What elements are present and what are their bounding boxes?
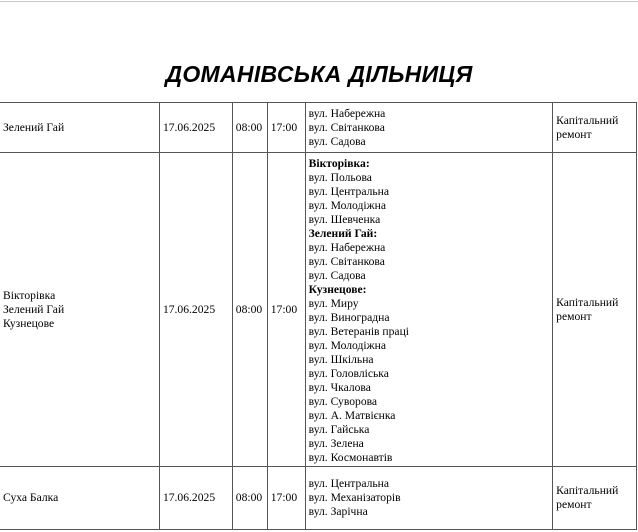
outage-schedule-table <box>0 102 637 530</box>
street-name: вул. А. Матвієнка <box>308 408 396 422</box>
street-name: вул. Молодіжна <box>308 338 386 352</box>
street-name: вул. Ветеранів праці <box>308 324 409 338</box>
table-body <box>0 103 637 530</box>
top-border-line <box>0 1 638 2</box>
work-type-cell <box>553 467 637 530</box>
settlement-name: Суха Балка <box>3 491 59 504</box>
street-name: вул. Садова <box>308 134 366 148</box>
settlement-name: Зелений Гай <box>3 302 65 316</box>
time-to-cell: 17:00 <box>267 467 305 530</box>
street-name: вул. Світанкова <box>308 254 385 268</box>
settlement-cell <box>0 467 159 530</box>
settlement-cell <box>0 103 159 153</box>
settlement-heading: Зелений Гай: <box>308 226 378 240</box>
street-name: вул. Шкільна <box>308 352 374 366</box>
date-cell: 17.06.2025 <box>159 467 232 530</box>
table-row <box>0 153 637 467</box>
time-from-cell: 08:00 <box>232 103 267 153</box>
street-name: вул. Виноградна <box>308 310 390 324</box>
work-type-text: Капітальний <box>556 113 619 127</box>
street-name: вул. Світанкова <box>308 120 385 134</box>
table-row <box>0 467 637 530</box>
street-name: вул. Космонавтів <box>308 450 393 464</box>
street-name: вул. Польова <box>308 170 372 184</box>
settlement-heading: Кузнецове: <box>308 282 367 296</box>
street-name: вул. Набережна <box>308 240 386 254</box>
street-name: вул. Шевченка <box>308 212 381 226</box>
date-cell: 17.06.2025 <box>159 103 232 153</box>
page-title: ДОМАНІВСЬКА ДІЛЬНИЦЯ <box>165 61 473 87</box>
street-name: вул. Головліська <box>308 366 389 380</box>
work-type-cell <box>553 103 637 153</box>
street-name: вул. Зарічна <box>308 505 368 518</box>
work-type-text: ремонт <box>556 309 592 323</box>
settlement-name: Зелений Гай <box>3 120 65 134</box>
time-from-cell: 08:00 <box>232 153 267 467</box>
street-name: вул. Чкалова <box>308 380 371 394</box>
settlement-name: Кузнецове <box>3 316 55 330</box>
street-name: вул. Садова <box>308 268 366 282</box>
street-name: вул. Механізаторів <box>308 491 401 504</box>
streets-cell <box>305 103 553 153</box>
streets-cell <box>305 153 553 467</box>
work-type-text: ремонт <box>556 498 592 511</box>
work-type-cell <box>553 153 637 467</box>
street-name: вул. Молодіжна <box>308 198 386 212</box>
table-row <box>0 103 637 153</box>
time-to-cell: 17:00 <box>267 103 305 153</box>
street-name: вул. Гайська <box>308 422 370 436</box>
street-name: вул. Набережна <box>308 106 386 120</box>
work-type-text: ремонт <box>556 127 592 141</box>
work-type-text: Капітальний <box>556 295 619 309</box>
settlement-cell <box>0 153 159 467</box>
time-from-cell: 08:00 <box>232 467 267 530</box>
work-type-text: Капітальний <box>556 484 619 497</box>
date-cell: 17.06.2025 <box>159 153 232 467</box>
streets-cell <box>305 467 553 530</box>
street-name: вул. Суворова <box>308 394 378 408</box>
street-name: вул. Центральна <box>308 184 389 198</box>
street-name: вул. Центральна <box>308 477 389 490</box>
settlement-name: Вікторівка <box>3 288 56 302</box>
street-name: вул. Зелена <box>308 436 364 450</box>
time-to-cell: 17:00 <box>267 153 305 467</box>
settlement-heading: Вікторівка: <box>308 156 370 170</box>
street-name: вул. Миру <box>308 296 359 310</box>
